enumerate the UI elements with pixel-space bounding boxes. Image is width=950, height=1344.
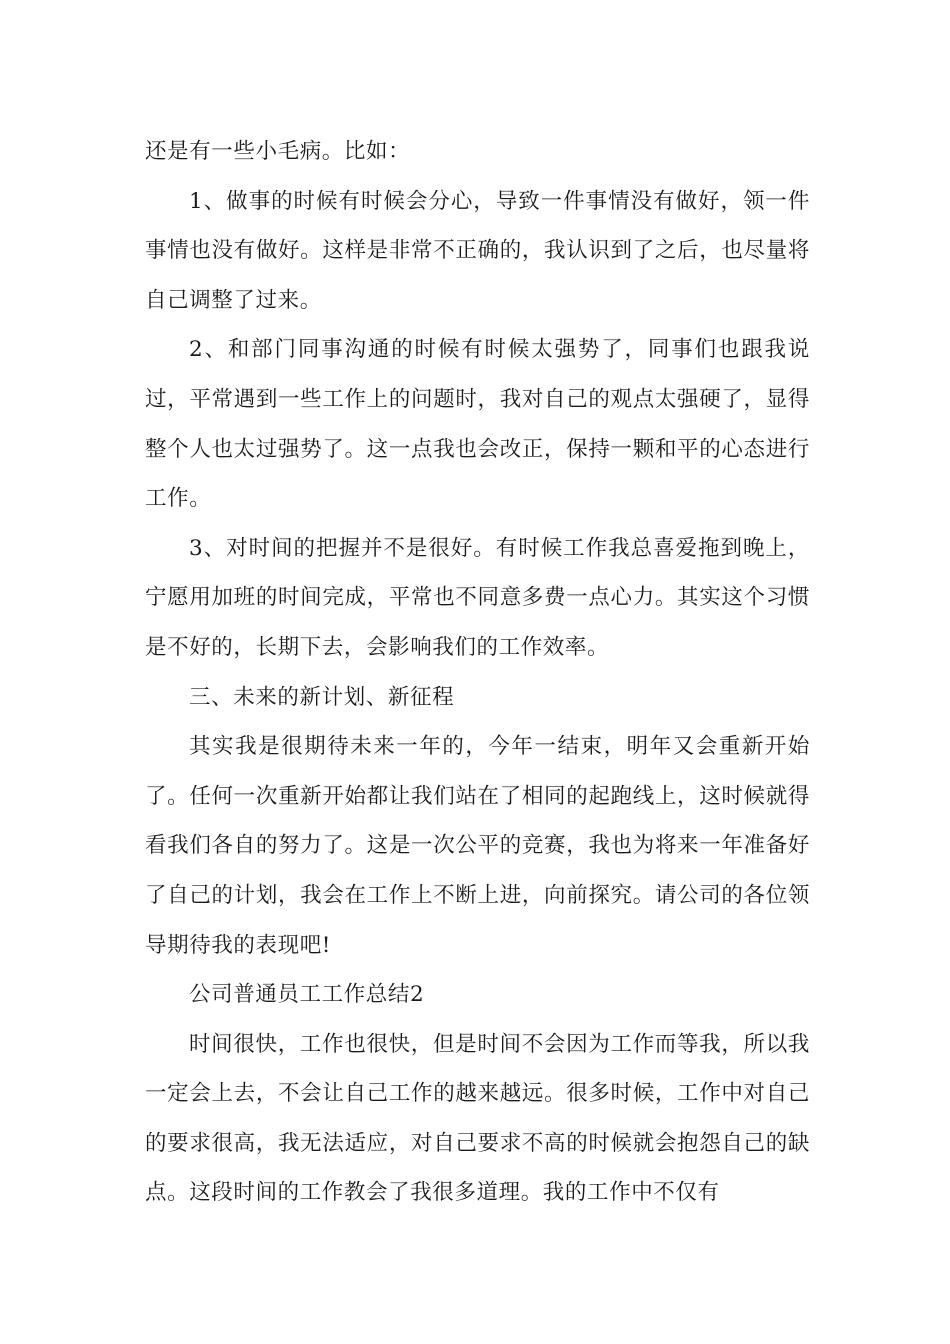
paragraph-future-plan: 其实我是很期待未来一年的，今年一结束，明年又会重新开始了。任何一次重新开始都让我们站在了相同的起跑线上，这时候就得看我们各自的努力了。这是一次公平的竞赛，我也为将来一年准备好了自己的计划，我会在工作上不断上进，向前探究。请公司的各位领导期待我的表现吧! <box>145 734 810 958</box>
paragraph-item-3: 3、对时间的把握并不是很好。有时候工作我总喜爱拖到晚上，宁愿用加班的时间完成，平常也不同意多费一点心力。其实这个习惯是不好的，长期下去，会影响我们的工作效率。 <box>145 535 810 660</box>
paragraph-continuation: 还是有一些小毛病。比如： <box>145 139 411 164</box>
document-body <box>145 127 810 1218</box>
paragraph-summary-2: 时间很快，工作也很快，但是时间不会因为工作而等我，所以我一定会上去，不会让自己工作的越来越远。很多时候，工作中对自己的要求很高，我无法适应，对自己要求不高的时候就会抱怨自己的缺点。这段时间的工作教会了我很多道理。我的工作中不仅有 <box>145 1031 810 1206</box>
paragraph-item-1: 1、做事的时候有时候会分心，导致一件事情没有做好，领一件事情也没有做好。这样是非常不正确的，我认识到了之后，也尽量将自己调整了过来。 <box>145 188 810 313</box>
document-subtitle: 公司普通员工工作总结2 <box>189 982 425 1008</box>
paragraph-item-2: 2、和部门同事沟通的时候有时候太强势了，同事们也跟我说过，平常遇到一些工作上的问题时，我对自己的观点太强硬了，显得整个人也太过强势了。这一点我也会改正，保持一颗和平的心态进行工作。 <box>145 337 810 512</box>
section-heading: 三、未来的新计划、新征程 <box>189 684 455 710</box>
